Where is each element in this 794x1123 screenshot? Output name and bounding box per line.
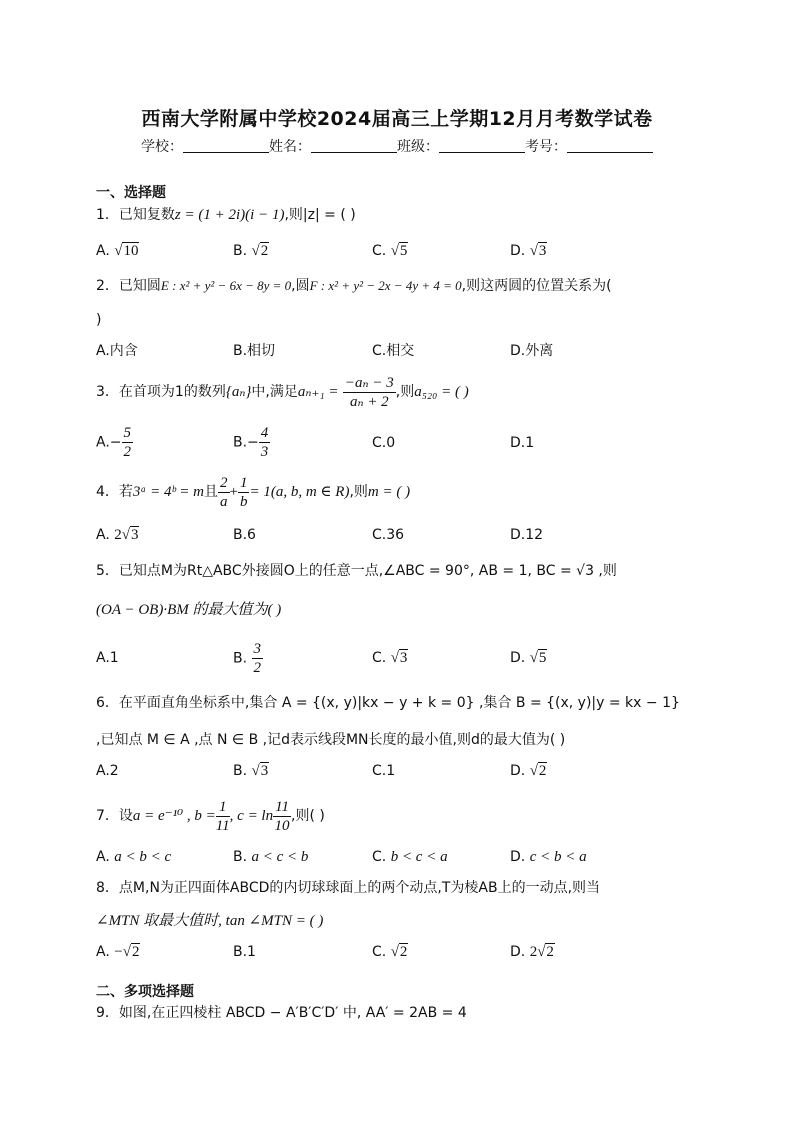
question-4: 4．若3ᵃ = 4ᵇ = m且 $\frac{2}{a}$ + $\frac{1}{b}$ = 1(a, b, m ∈ R),则m = ( ) <box>96 474 411 510</box>
q4-stem: 若 <box>118 484 133 500</box>
class-label: 班级： <box>397 139 439 155</box>
section-heading-multi-choice: 二、多项选择题 <box>96 984 194 1000</box>
question-1 <box>96 205 716 225</box>
q4-ask: m = ( ) <box>367 484 411 500</box>
q8-option-b[interactable]: B.1 <box>233 944 256 960</box>
q7-option-a[interactable]: A. a < b < c <box>96 849 172 865</box>
q8-option-a[interactable]: A. −√2 <box>96 944 140 960</box>
q4-condition: = 1(a, b, m ∈ R) <box>249 484 350 500</box>
q2-circle-f: F : x² + y² − 2x − 4y + 4 = 0 <box>309 278 462 293</box>
q3-option-a[interactable]: A.− $\frac{5}{2}$ <box>96 425 132 460</box>
q5-ask: (OA − OB)·BM 的最大值为( ) <box>96 602 282 618</box>
q2-option-b[interactable]: B.相切 <box>233 343 276 359</box>
q8-stem: 点M,N为正四面体ABCD的内切球球面上的两个动点,T为棱AB上的一动点,则当 <box>118 880 601 896</box>
q2-stem: 已知圆 <box>118 278 161 294</box>
q2-ask: ,则这两圆的位置关系为( <box>461 278 612 294</box>
q7-stem: 设 <box>118 808 133 824</box>
q4-mid: 且 <box>204 484 219 500</box>
q6-number: 6． <box>96 695 119 711</box>
q2-circle-e: E : x² + y² − 6x − 8y = 0 <box>160 278 292 293</box>
question-9 <box>96 1003 716 1023</box>
q3-option-c[interactable]: C.0 <box>372 435 396 451</box>
q5-stem: 已知点M为Rt△ABC外接圆O上的任意一点,∠ABC = 90°, AB = 1, BC = √3 ,则 <box>118 563 617 579</box>
q6-option-a[interactable]: A.2 <box>96 763 119 779</box>
q4-option-d[interactable]: D.12 <box>510 527 544 543</box>
q5-option-a[interactable]: A.1 <box>96 650 119 666</box>
q6-stem: 在平面直角坐标系中,集合 A = {(x, y)|kx − y + k = 0} ,集合 B = {(x, y)|y = kx − 1} <box>118 695 680 711</box>
q3-target: a₅₂₀ = ( ) <box>414 384 469 400</box>
q5-option-b[interactable]: B. $\frac{3}{2}$ <box>233 641 262 676</box>
q2-line2: ) <box>96 312 102 328</box>
q2-number: 2． <box>96 278 119 294</box>
q1-option-a[interactable]: A. √10 <box>96 243 139 259</box>
q1-ask: ,则|z| = ( ) <box>284 207 356 223</box>
q7-fraction-b: $\frac{1}{11}$ <box>215 798 230 834</box>
q3-post: ,则 <box>395 384 415 400</box>
q7-option-d[interactable]: D. c < b < a <box>510 849 587 865</box>
school-label: 学校： <box>141 139 183 155</box>
student-info-line <box>0 136 794 156</box>
q9-number: 9． <box>96 1005 119 1021</box>
q4-option-a[interactable]: A. 2√3 <box>96 527 139 543</box>
q2-option-c[interactable]: C.相交 <box>372 343 415 359</box>
q4-number: 4． <box>96 484 119 500</box>
q7-number: 7． <box>96 808 119 824</box>
q4-option-b[interactable]: B.6 <box>233 527 256 543</box>
section-heading-single-choice: 一、选择题 <box>96 185 166 201</box>
id-blank[interactable] <box>567 138 653 153</box>
q5-number: 5． <box>96 563 119 579</box>
q7-c-def: , c = ln <box>229 808 274 824</box>
q1-stem: 已知复数 <box>118 207 175 223</box>
q8-ask: ∠MTN 取最大值时, tan ∠MTN = ( ) <box>96 913 324 929</box>
q3-mid: 中,满足 <box>251 384 298 400</box>
q6-option-b[interactable]: B. √3 <box>233 763 269 779</box>
school-blank[interactable] <box>183 138 269 153</box>
question-7 <box>96 796 716 836</box>
q1-option-d[interactable]: D. √3 <box>510 243 547 259</box>
question-6 <box>96 693 716 713</box>
exam-title: 西南大学附属中学校2024届高三上学期12月月考数学试卷 <box>141 108 653 130</box>
q5-option-c[interactable]: C. √3 <box>372 650 408 666</box>
q3-lhs: aₙ₊₁ = <box>297 384 339 400</box>
id-label: 考号： <box>525 139 567 155</box>
q8-number: 8． <box>96 880 119 896</box>
q2-option-d[interactable]: D.外离 <box>510 343 554 359</box>
q3-option-d[interactable]: D.1 <box>510 435 535 451</box>
q7-a-def: a = e⁻¹⁰ , b = <box>132 808 216 824</box>
question-8 <box>96 878 716 898</box>
q4-option-c[interactable]: C.36 <box>372 527 405 543</box>
q1-math: z = (1 + 2i)(i − 1) <box>174 207 285 223</box>
q4-fraction-2: $\frac{1}{b}$ <box>239 474 248 510</box>
q6-line2: ,已知点 M ∈ A ,点 N ∈ B ,记d表示线段MN长度的最小值,则d的最大值为( ) <box>96 732 566 748</box>
q6-option-c[interactable]: C.1 <box>372 763 396 779</box>
q3-number: 3． <box>96 384 119 400</box>
q8-line2 <box>96 911 716 931</box>
name-label: 姓名： <box>269 139 311 155</box>
name-blank[interactable] <box>311 138 397 153</box>
question-3 <box>96 372 716 412</box>
q4-post: ,则 <box>349 484 368 500</box>
q7-fraction-c: $\frac{11}{10}$ <box>274 798 290 834</box>
question-5 <box>96 561 716 581</box>
q7-option-b[interactable]: B. a < c < b <box>233 849 309 865</box>
q7-ask: ,则( ) <box>291 808 325 824</box>
q2-mid: ,圆 <box>291 278 310 294</box>
class-blank[interactable] <box>439 138 525 153</box>
q7-option-c[interactable]: C. b < c < a <box>372 849 448 865</box>
q1-number: 1． <box>96 207 119 223</box>
q3-sequence: {aₙ} <box>225 384 252 400</box>
q3-stem: 在首项为1的数列 <box>118 384 226 400</box>
q3-option-b[interactable]: B.− $\frac{4}{3}$ <box>233 425 269 460</box>
q8-option-d[interactable]: D. 2√2 <box>510 944 554 960</box>
q8-option-c[interactable]: C. √2 <box>372 944 408 960</box>
q6-option-d[interactable]: D. √2 <box>510 763 547 779</box>
q4-fraction-1: $\frac{2}{a}$ <box>220 474 228 510</box>
q5-option-d[interactable]: D. √5 <box>510 650 547 666</box>
q1-option-b[interactable]: B. √2 <box>233 243 269 259</box>
q3-fraction: $\frac{\text{−aₙ − 3}}{\text{aₙ + 2}}$ <box>344 374 394 410</box>
q5-line2 <box>96 600 716 620</box>
q9-stem: 如图,在正四棱柱 ABCD − A′B′C′D′ 中, AA′ = 2AB = 4 <box>118 1005 467 1021</box>
q1-option-c[interactable]: C. √5 <box>372 243 408 259</box>
q2-option-a[interactable]: A.内含 <box>96 343 138 359</box>
question-2 <box>96 276 716 296</box>
q4-equation: 3ᵃ = 4ᵇ = m <box>132 484 205 500</box>
